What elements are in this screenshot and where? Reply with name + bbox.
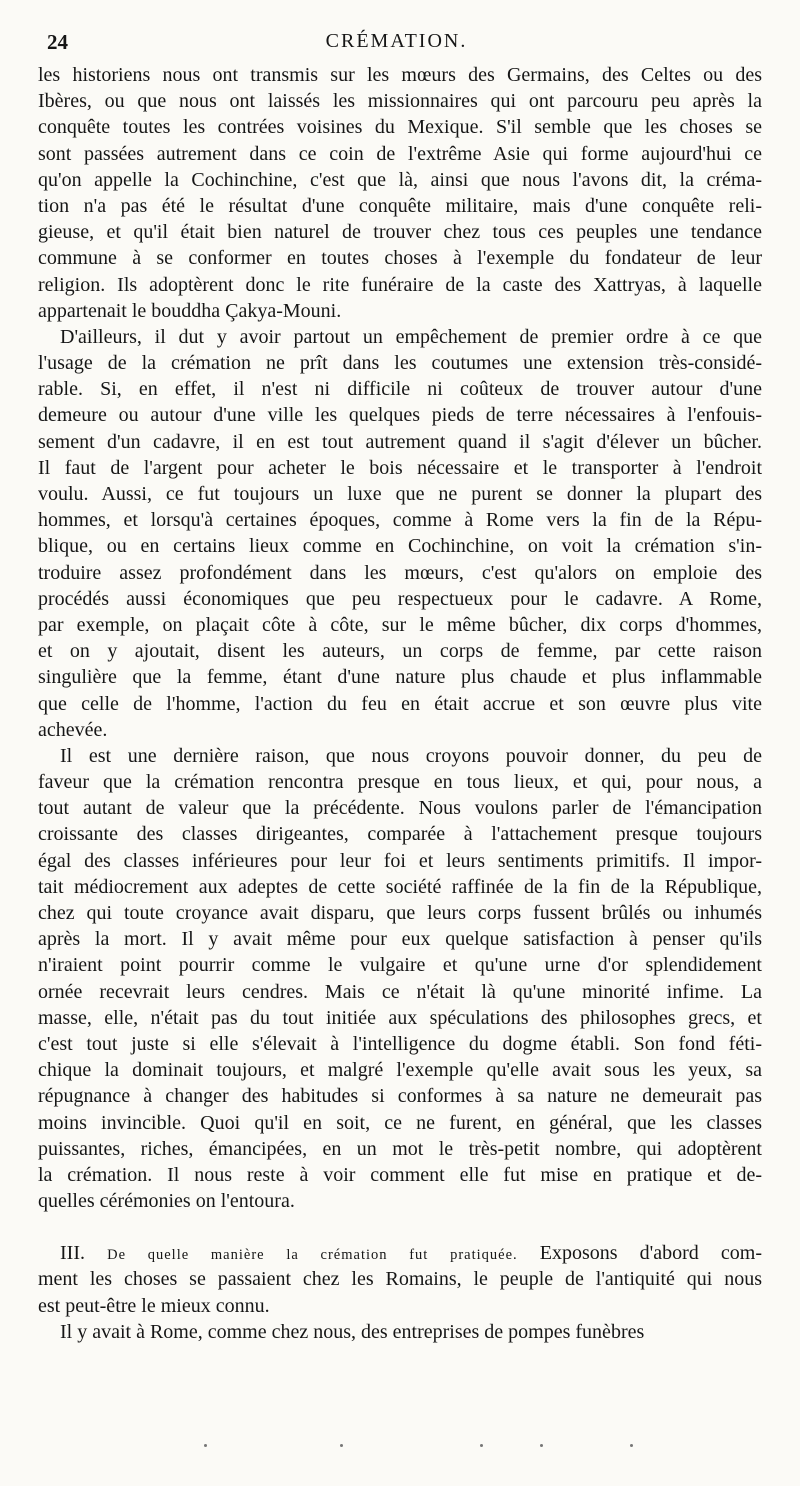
text-line: les historiens nous ont transmis sur les mœurs des Germains, des Celtes ou des — [38, 64, 762, 86]
text-line: égal des classes inférieures pour leur foi et leurs sentiments primitifs. Il impor- — [38, 849, 762, 872]
text-line: après la mort. Il y avait même pour eux quelque satisfaction à penser qu'ils — [38, 928, 762, 951]
text-line: faveur que la crémation rencontra presque en tous lieux, et qui, pour nous, a — [38, 771, 762, 794]
text-line: Ibères, ou que nous ont laissés les missionnaires qui ont parcouru peu après la — [38, 90, 762, 113]
text-line: voulu. Aussi, ce fut toujours un luxe que ne purent se donner la plupart des — [38, 483, 762, 505]
print-mark — [340, 1444, 343, 1447]
paragraph — [38, 324, 762, 743]
text-line: sement d'un cadavre, il en est tout autrement quand il s'agit d'élever un bûcher. — [38, 430, 762, 453]
text-line: religion. Ils adoptèrent donc le rite funéraire de la caste des Xattryas, à laquelle — [38, 273, 762, 296]
section-first-line — [38, 1240, 762, 1266]
text-line: gieuse, et qu'il était bien naturel de trouver chez tous ces peuples une tendance — [38, 221, 762, 244]
paragraph — [38, 62, 762, 324]
footer-marks — [200, 1444, 740, 1454]
text-line: achevée. — [38, 718, 108, 741]
text-line: chique la dominait toujours, et malgré l'exemple qu'elle avait sous les yeux, sa — [38, 1059, 762, 1082]
text-line: hommes, et lorsqu'à certaines époques, comme à Rome vers la fin de la Répu- — [38, 509, 762, 532]
text-line: répugnance à changer des habitudes si conformes à sa nature ne demeurait pas — [38, 1085, 762, 1108]
text-line: appartenait le bouddha Çakya-Mouni. — [38, 299, 342, 322]
text-line: n'iraient point pourrir comme le vulgaire et qu'une urne d'or splendidement — [38, 954, 762, 977]
text-line: demeure ou autour d'une ville les quelques pieds de terre nécessaires à l'enfouis- — [38, 404, 762, 427]
print-mark — [540, 1444, 543, 1447]
text-line: c'est tout juste si elle s'élevait à l'intelligence du dogme établi. Son fond féti- — [38, 1032, 762, 1055]
section-heading: De quelle manière la crémation fut pratiquée. — [107, 1247, 518, 1264]
text-line: moins invincible. Quoi qu'il en soit, ce ne furent, en général, que les classes — [38, 1111, 762, 1134]
text-line: Il faut de l'argent pour acheter le bois nécessaire et le transporter à l'endroit — [38, 456, 762, 479]
text-line: ment les choses se passaient chez les Romains, le peuple de l'antiquité qui nous — [38, 1268, 762, 1291]
print-mark — [204, 1444, 207, 1447]
running-title: CRÉMATION. — [325, 30, 468, 52]
text-line: tait médiocrement aux adeptes de cette société raffinée de la fin de la République, — [38, 875, 762, 898]
text-line: procédés aussi économiques que peu respectueux pour le cadavre. A Rome, — [38, 587, 762, 610]
paragraph — [38, 743, 762, 1214]
text-line: troduire assez profondément dans les mœurs, c'est qu'alors on emploie des — [38, 561, 762, 584]
print-mark — [630, 1444, 633, 1447]
text-line: qu'on appelle la Cochinchine, c'est que là, ainsi que nous l'avons dit, la créma- — [38, 168, 762, 191]
text-line: masse, elle, n'était pas du tout initiée aux spéculations des philosophes grecs, et — [38, 1006, 762, 1029]
section-spacer — [38, 1214, 762, 1240]
section-lines — [38, 1266, 762, 1318]
text-line: D'ailleurs, il dut y avoir partout un empêchement de premier ordre à ce que — [60, 325, 762, 348]
text-line: Il est une dernière raison, que nous croyons pouvoir donner, du peu de — [60, 744, 762, 767]
text-line: par exemple, on plaçait côte à côte, sur le même bûcher, dix corps d'hommes, — [38, 613, 762, 636]
page-body — [38, 62, 762, 1345]
text-line: est peut-être le mieux connu. — [38, 1294, 270, 1317]
text-line: tout autant de valeur que la précédente. Nous voulons parler de l'émancipation — [38, 797, 762, 820]
text-line: puissantes, riches, émancipées, en un mot le très-petit nombre, qui adoptèrent — [38, 1137, 762, 1160]
section-number: III. — [60, 1242, 85, 1265]
text-line: tion n'a pas été le résultat d'une conquête militaire, mais d'une conquête reli- — [38, 194, 762, 217]
text-line: ornée recevrait leurs cendres. Mais ce n'était là qu'une minorité infime. La — [38, 980, 762, 1003]
text-line: l'usage de la crémation ne prît dans les coutumes une extension très-considé- — [38, 352, 762, 375]
text-line: quelles cérémonies on l'entoura. — [38, 1190, 295, 1213]
text-line: chez qui toute croyance avait disparu, que leurs corps fussent brûlés ou inhumés — [38, 902, 762, 924]
page-header — [35, 30, 758, 60]
text-line: rable. Si, en effet, il n'est ni difficile ni coûteux de trouver autour d'une — [38, 378, 762, 401]
text-line: conquête toutes les contrées voisines du Mexique. S'il semble que les choses se — [38, 116, 762, 139]
text-line: la crémation. Il nous reste à voir comment elle fut mise en pratique et de- — [38, 1163, 762, 1186]
text-line: blique, ou en certains lieux comme en Cochinchine, on voit la crémation s'in- — [38, 535, 762, 558]
section-block — [38, 1240, 762, 1345]
text-line: et on y ajoutait, disent les auteurs, un corps de femme, par cette raison — [38, 640, 762, 663]
text-line: singulière que la femme, étant d'une nature plus chaude et plus inflammable — [38, 666, 762, 689]
text-line: que celle de l'homme, l'action du feu en était accrue et son œuvre plus vite — [38, 692, 762, 715]
text-line: croissante des classes dirigeantes, comparée à l'attachement presque toujours — [38, 823, 762, 846]
section-first-line-rest: Exposons d'abord com- — [539, 1242, 762, 1265]
next-paragraph-line: Il y avait à Rome, comme chez nous, des entreprises de pompes funèbres — [60, 1320, 645, 1343]
text-line: commune à se conformer en toutes choses à l'exemple du fondateur de leur — [38, 247, 762, 270]
paragraphs — [38, 62, 762, 1214]
print-mark — [480, 1444, 483, 1447]
page-number: 24 — [47, 30, 68, 54]
text-line: sont passées autrement dans ce coin de l'extrême Asie qui forme aujourd'hui ce — [38, 142, 762, 165]
